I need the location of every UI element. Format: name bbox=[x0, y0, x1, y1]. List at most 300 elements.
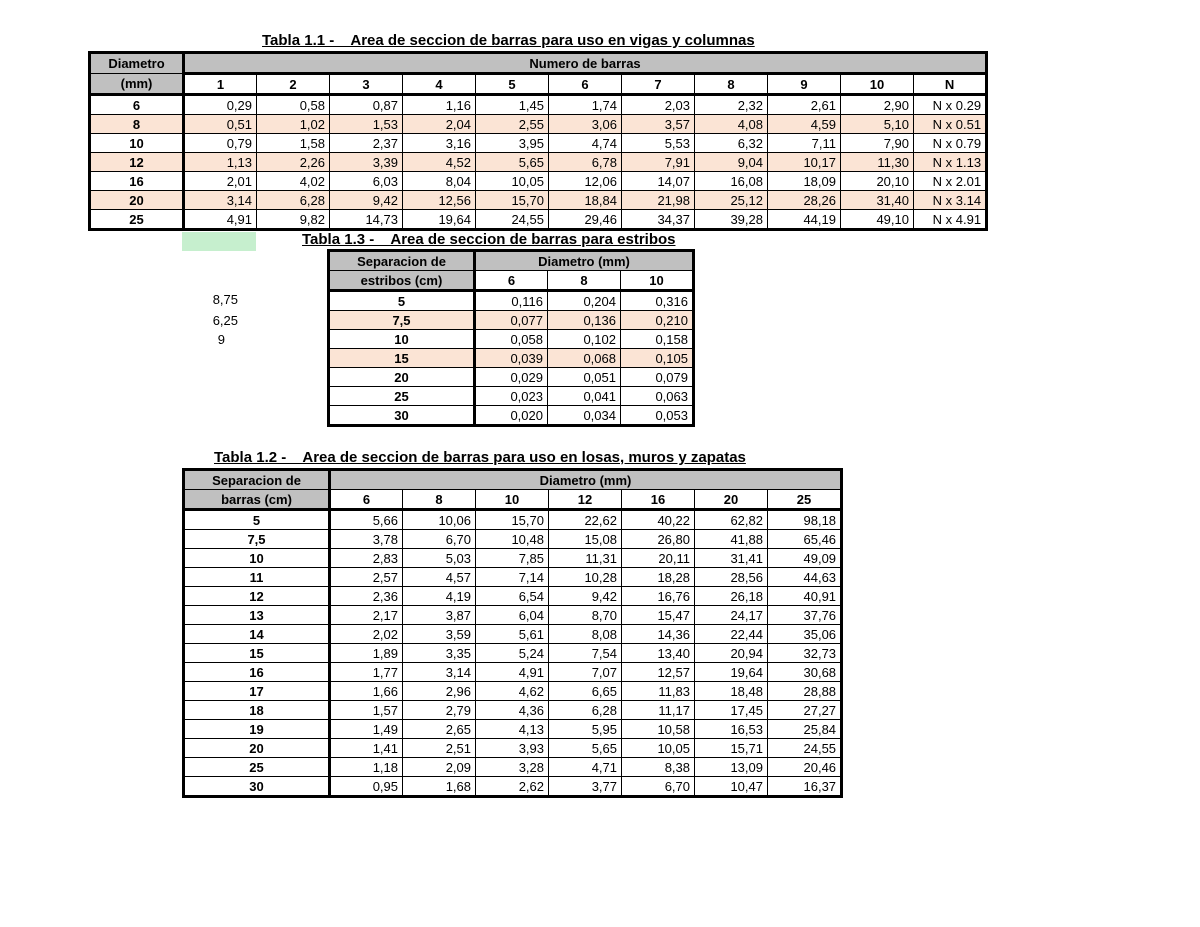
table2-cell: 26,80 bbox=[622, 530, 695, 549]
table3-title: Tabla 1.3 - Area de seccion de barras para estribos bbox=[302, 231, 676, 248]
table1-row bbox=[90, 153, 987, 172]
table2-cell: 5,61 bbox=[476, 625, 549, 644]
table2-cell: 2,62 bbox=[476, 777, 549, 797]
table2-row bbox=[184, 701, 842, 720]
table1-cell: 24,55 bbox=[476, 210, 549, 230]
table3-cell: 0,053 bbox=[621, 406, 694, 426]
table3-row bbox=[329, 330, 694, 349]
table3-cell: 0,051 bbox=[548, 368, 621, 387]
table2-cell: 13,09 bbox=[695, 758, 768, 777]
loose-value-2: 6,25 bbox=[212, 313, 238, 328]
table2-cell: 14,36 bbox=[622, 625, 695, 644]
table2-cell: 6,04 bbox=[476, 606, 549, 625]
table2-cell: 3,14 bbox=[403, 663, 476, 682]
table2-row-label: 25 bbox=[184, 758, 330, 777]
table2-cell: 6,70 bbox=[403, 530, 476, 549]
table1-cell: 1,45 bbox=[476, 95, 549, 115]
table1-col-header: 5 bbox=[476, 74, 549, 95]
loose-value-3: 9 bbox=[217, 332, 225, 347]
table2-cell: 98,18 bbox=[768, 510, 842, 530]
table2-cell: 62,82 bbox=[695, 510, 768, 530]
table1-row-label: 10 bbox=[90, 134, 184, 153]
table2-col-header: 6 bbox=[330, 490, 403, 510]
table2-row bbox=[184, 777, 842, 797]
table2-cell: 22,62 bbox=[549, 510, 622, 530]
table2-cell: 2,57 bbox=[330, 568, 403, 587]
table2-cell: 1,49 bbox=[330, 720, 403, 739]
table1-cell: 11,30 bbox=[841, 153, 914, 172]
table3-cell: 0,204 bbox=[548, 291, 621, 311]
table2-row bbox=[184, 739, 842, 758]
table1-col-header: 6 bbox=[549, 74, 622, 95]
table2-cell: 2,36 bbox=[330, 587, 403, 606]
table3-cell: 0,029 bbox=[475, 368, 548, 387]
table2-cell: 6,28 bbox=[549, 701, 622, 720]
table1-cell: 39,28 bbox=[695, 210, 768, 230]
table3-col-header: 10 bbox=[621, 271, 694, 291]
table2-col-header: 16 bbox=[622, 490, 695, 510]
table2-cell: 7,14 bbox=[476, 568, 549, 587]
table3-cell: 0,136 bbox=[548, 311, 621, 330]
table2-cell: 26,18 bbox=[695, 587, 768, 606]
table2-cell: 3,87 bbox=[403, 606, 476, 625]
table2-col-header: 25 bbox=[768, 490, 842, 510]
table2-row bbox=[184, 625, 842, 644]
table2-cell: 10,05 bbox=[622, 739, 695, 758]
table1-cell: 14,73 bbox=[330, 210, 403, 230]
table2-cell: 6,54 bbox=[476, 587, 549, 606]
table1-row-label: 16 bbox=[90, 172, 184, 191]
table2-sep-header: Separacion de bbox=[184, 470, 330, 490]
table2-cell: 15,71 bbox=[695, 739, 768, 758]
table1-cell: 0,51 bbox=[184, 115, 257, 134]
table2-cell: 5,65 bbox=[549, 739, 622, 758]
table2-cell: 2,96 bbox=[403, 682, 476, 701]
table1-cell: N x 1.13 bbox=[914, 153, 987, 172]
table2-group-header: Diametro (mm) bbox=[330, 470, 842, 490]
table1-row-label: 20 bbox=[90, 191, 184, 210]
table2-cell: 3,35 bbox=[403, 644, 476, 663]
table2-cell: 2,09 bbox=[403, 758, 476, 777]
table1-cell: 1,74 bbox=[549, 95, 622, 115]
table1-row bbox=[90, 172, 987, 191]
table1-cell: 16,08 bbox=[695, 172, 768, 191]
table1-cell: 2,37 bbox=[330, 134, 403, 153]
table2-cell: 1,18 bbox=[330, 758, 403, 777]
table2-cell: 1,89 bbox=[330, 644, 403, 663]
table1-cell: 4,59 bbox=[768, 115, 841, 134]
table2-cell: 1,41 bbox=[330, 739, 403, 758]
table2-sep-unit: barras (cm) bbox=[184, 490, 330, 510]
table3-row-label: 7,5 bbox=[329, 311, 475, 330]
table3-row bbox=[329, 311, 694, 330]
table3-cell: 0,058 bbox=[475, 330, 548, 349]
table1-cell: 1,13 bbox=[184, 153, 257, 172]
table2-row-label: 14 bbox=[184, 625, 330, 644]
table2 bbox=[182, 468, 843, 798]
table2-cell: 28,88 bbox=[768, 682, 842, 701]
table2-row-label: 5 bbox=[184, 510, 330, 530]
table2-row-label: 15 bbox=[184, 644, 330, 663]
table1-cell: 5,53 bbox=[622, 134, 695, 153]
table1-cell: 4,02 bbox=[257, 172, 330, 191]
table2-cell: 4,62 bbox=[476, 682, 549, 701]
table3-group-header: Diametro (mm) bbox=[475, 251, 694, 271]
table1-cell: 3,14 bbox=[184, 191, 257, 210]
table1-cell: 3,39 bbox=[330, 153, 403, 172]
table2-cell: 18,28 bbox=[622, 568, 695, 587]
table1-cell: 6,28 bbox=[257, 191, 330, 210]
table1-cell: 6,78 bbox=[549, 153, 622, 172]
table3-cell: 0,079 bbox=[621, 368, 694, 387]
table1-row bbox=[90, 134, 987, 153]
table2-cell: 7,54 bbox=[549, 644, 622, 663]
table2-cell: 2,83 bbox=[330, 549, 403, 568]
table2-col-header: 10 bbox=[476, 490, 549, 510]
table1-cell: N x 0.29 bbox=[914, 95, 987, 115]
table2-cell: 16,37 bbox=[768, 777, 842, 797]
table3-cell: 0,116 bbox=[475, 291, 548, 311]
table1-row-label: 6 bbox=[90, 95, 184, 115]
table2-cell: 4,36 bbox=[476, 701, 549, 720]
table1-cell: 4,08 bbox=[695, 115, 768, 134]
table1-cell: 19,64 bbox=[403, 210, 476, 230]
table2-cell: 41,88 bbox=[695, 530, 768, 549]
table2-cell: 24,17 bbox=[695, 606, 768, 625]
loose-value-1: 8,75 bbox=[212, 292, 238, 307]
table2-row-label: 16 bbox=[184, 663, 330, 682]
table1-cell: 10,05 bbox=[476, 172, 549, 191]
table3-cell: 0,158 bbox=[621, 330, 694, 349]
table3-row bbox=[329, 387, 694, 406]
table2-cell: 2,79 bbox=[403, 701, 476, 720]
table1-col-header: N bbox=[914, 74, 987, 95]
table1-cell: 7,90 bbox=[841, 134, 914, 153]
table2-cell: 40,91 bbox=[768, 587, 842, 606]
table1-cell: 10,17 bbox=[768, 153, 841, 172]
table2-cell: 4,91 bbox=[476, 663, 549, 682]
table2-cell: 5,03 bbox=[403, 549, 476, 568]
table1-cell: 9,42 bbox=[330, 191, 403, 210]
table2-row-label: 10 bbox=[184, 549, 330, 568]
table1-cell: 2,04 bbox=[403, 115, 476, 134]
table2-cell: 6,70 bbox=[622, 777, 695, 797]
table2-cell: 20,11 bbox=[622, 549, 695, 568]
table1-cell: 29,46 bbox=[549, 210, 622, 230]
table2-cell: 15,47 bbox=[622, 606, 695, 625]
table1-cell: 4,74 bbox=[549, 134, 622, 153]
table2-cell: 18,48 bbox=[695, 682, 768, 701]
table2-cell: 1,66 bbox=[330, 682, 403, 701]
table1-cell: N x 0.79 bbox=[914, 134, 987, 153]
table2-cell: 10,28 bbox=[549, 568, 622, 587]
table3-cell: 0,034 bbox=[548, 406, 621, 426]
table1-cell: 0,58 bbox=[257, 95, 330, 115]
table1-row bbox=[90, 191, 987, 210]
table2-row bbox=[184, 510, 842, 530]
table1-cell: 34,37 bbox=[622, 210, 695, 230]
table2-cell: 7,85 bbox=[476, 549, 549, 568]
table1-cell: 21,98 bbox=[622, 191, 695, 210]
table2-row-label: 7,5 bbox=[184, 530, 330, 549]
table2-cell: 4,71 bbox=[549, 758, 622, 777]
table2-cell: 35,06 bbox=[768, 625, 842, 644]
table2-cell: 10,58 bbox=[622, 720, 695, 739]
table3-row-label: 30 bbox=[329, 406, 475, 426]
table3-row bbox=[329, 368, 694, 387]
table1-row-label: 25 bbox=[90, 210, 184, 230]
table3-cell: 0,041 bbox=[548, 387, 621, 406]
table2-cell: 25,84 bbox=[768, 720, 842, 739]
table1-cell: 3,06 bbox=[549, 115, 622, 134]
table2-cell: 22,44 bbox=[695, 625, 768, 644]
table1-cell: 9,82 bbox=[257, 210, 330, 230]
table1-col-header: 2 bbox=[257, 74, 330, 95]
table2-cell: 4,57 bbox=[403, 568, 476, 587]
table3-sep-unit: estribos (cm) bbox=[329, 271, 475, 291]
table2-cell: 4,13 bbox=[476, 720, 549, 739]
table1-cell: 2,26 bbox=[257, 153, 330, 172]
table1-col-header: 8 bbox=[695, 74, 768, 95]
table1-cell: 2,55 bbox=[476, 115, 549, 134]
table1-cell: 7,11 bbox=[768, 134, 841, 153]
table1-cell: N x 0.51 bbox=[914, 115, 987, 134]
table2-cell: 10,48 bbox=[476, 530, 549, 549]
table3-col-header: 8 bbox=[548, 271, 621, 291]
table2-row bbox=[184, 530, 842, 549]
table2-cell: 27,27 bbox=[768, 701, 842, 720]
table2-row bbox=[184, 606, 842, 625]
table2-row bbox=[184, 568, 842, 587]
table2-cell: 4,19 bbox=[403, 587, 476, 606]
table3-row-label: 15 bbox=[329, 349, 475, 368]
table1-row bbox=[90, 95, 987, 115]
table1-cell: 2,03 bbox=[622, 95, 695, 115]
table1-cell: 1,02 bbox=[257, 115, 330, 134]
table1-cell: 5,65 bbox=[476, 153, 549, 172]
table2-cell: 44,63 bbox=[768, 568, 842, 587]
table2-cell: 8,38 bbox=[622, 758, 695, 777]
table2-cell: 2,51 bbox=[403, 739, 476, 758]
table3-row bbox=[329, 406, 694, 426]
table1-cell: 18,09 bbox=[768, 172, 841, 191]
table2-cell: 2,17 bbox=[330, 606, 403, 625]
table1-cell: N x 2.01 bbox=[914, 172, 987, 191]
table1-cell: 1,16 bbox=[403, 95, 476, 115]
table2-cell: 31,41 bbox=[695, 549, 768, 568]
table3-row-label: 20 bbox=[329, 368, 475, 387]
table1-cell: 5,10 bbox=[841, 115, 914, 134]
table2-cell: 17,45 bbox=[695, 701, 768, 720]
table1-row bbox=[90, 115, 987, 134]
table2-col-header: 20 bbox=[695, 490, 768, 510]
table2-col-header: 8 bbox=[403, 490, 476, 510]
table1-row bbox=[90, 210, 987, 230]
table1-cell: 15,70 bbox=[476, 191, 549, 210]
table3-col-header: 6 bbox=[475, 271, 548, 291]
table2-row bbox=[184, 663, 842, 682]
table2-row bbox=[184, 758, 842, 777]
table3-cell: 0,102 bbox=[548, 330, 621, 349]
table2-cell: 49,09 bbox=[768, 549, 842, 568]
table2-cell: 0,95 bbox=[330, 777, 403, 797]
table2-row bbox=[184, 720, 842, 739]
table1-row-label: 8 bbox=[90, 115, 184, 134]
table1-col-header: 7 bbox=[622, 74, 695, 95]
table2-cell: 10,06 bbox=[403, 510, 476, 530]
table2-cell: 2,02 bbox=[330, 625, 403, 644]
table2-cell: 8,08 bbox=[549, 625, 622, 644]
table1-cell: 14,07 bbox=[622, 172, 695, 191]
table3-cell: 0,316 bbox=[621, 291, 694, 311]
table2-cell: 15,08 bbox=[549, 530, 622, 549]
table1 bbox=[88, 51, 988, 231]
table1-cell: 8,04 bbox=[403, 172, 476, 191]
table1-cell: N x 3.14 bbox=[914, 191, 987, 210]
table2-cell: 24,55 bbox=[768, 739, 842, 758]
table2-cell: 37,76 bbox=[768, 606, 842, 625]
table1-cell: 25,12 bbox=[695, 191, 768, 210]
table2-cell: 3,28 bbox=[476, 758, 549, 777]
table1-col-header: 9 bbox=[768, 74, 841, 95]
table1-cell: 2,32 bbox=[695, 95, 768, 115]
table2-cell: 5,24 bbox=[476, 644, 549, 663]
table1-cell: 2,61 bbox=[768, 95, 841, 115]
table1-row-label: 12 bbox=[90, 153, 184, 172]
table1-cell: 1,58 bbox=[257, 134, 330, 153]
table2-row-label: 17 bbox=[184, 682, 330, 701]
table1-cell: 2,01 bbox=[184, 172, 257, 191]
table3-cell: 0,077 bbox=[475, 311, 548, 330]
table3-cell: 0,023 bbox=[475, 387, 548, 406]
table2-cell: 1,77 bbox=[330, 663, 403, 682]
table1-cell: 2,90 bbox=[841, 95, 914, 115]
table2-cell: 10,47 bbox=[695, 777, 768, 797]
table1-cell: 3,16 bbox=[403, 134, 476, 153]
table2-col-header: 12 bbox=[549, 490, 622, 510]
table2-cell: 20,94 bbox=[695, 644, 768, 663]
table1-cell: 6,03 bbox=[330, 172, 403, 191]
table1-cell: 1,53 bbox=[330, 115, 403, 134]
table1-col-header: 10 bbox=[841, 74, 914, 95]
table3-cell: 0,063 bbox=[621, 387, 694, 406]
table2-cell: 20,46 bbox=[768, 758, 842, 777]
table1-col-header: 3 bbox=[330, 74, 403, 95]
table2-cell: 1,57 bbox=[330, 701, 403, 720]
table1-cell: 4,91 bbox=[184, 210, 257, 230]
table2-cell: 3,59 bbox=[403, 625, 476, 644]
table1-cell: 12,06 bbox=[549, 172, 622, 191]
table2-cell: 13,40 bbox=[622, 644, 695, 663]
table1-diam-unit: (mm) bbox=[90, 74, 184, 95]
table1-cell: N x 4.91 bbox=[914, 210, 987, 230]
table2-title: Tabla 1.2 - Area de seccion de barras para uso en losas, muros y zapatas bbox=[214, 449, 746, 466]
highlighted-cell bbox=[182, 232, 256, 251]
table3-row bbox=[329, 291, 694, 311]
table3-row bbox=[329, 349, 694, 368]
table1-title: Tabla 1.1 - Area de seccion de barras para uso en vigas y columnas bbox=[262, 32, 755, 49]
table1-cell: 28,26 bbox=[768, 191, 841, 210]
table2-cell: 15,70 bbox=[476, 510, 549, 530]
table3-cell: 0,105 bbox=[621, 349, 694, 368]
table2-row-label: 30 bbox=[184, 777, 330, 797]
table3-cell: 0,039 bbox=[475, 349, 548, 368]
table2-cell: 28,56 bbox=[695, 568, 768, 587]
table2-cell: 11,83 bbox=[622, 682, 695, 701]
table2-cell: 16,76 bbox=[622, 587, 695, 606]
table1-cell: 49,10 bbox=[841, 210, 914, 230]
table1-cell: 31,40 bbox=[841, 191, 914, 210]
table3-row-label: 5 bbox=[329, 291, 475, 311]
table2-cell: 40,22 bbox=[622, 510, 695, 530]
table2-cell: 3,78 bbox=[330, 530, 403, 549]
table1-cell: 20,10 bbox=[841, 172, 914, 191]
table1-col-header: 1 bbox=[184, 74, 257, 95]
table2-cell: 8,70 bbox=[549, 606, 622, 625]
table1-cell: 9,04 bbox=[695, 153, 768, 172]
table2-cell: 2,65 bbox=[403, 720, 476, 739]
table2-row-label: 19 bbox=[184, 720, 330, 739]
table2-cell: 9,42 bbox=[549, 587, 622, 606]
table2-row bbox=[184, 549, 842, 568]
table2-row-label: 12 bbox=[184, 587, 330, 606]
table1-cell: 6,32 bbox=[695, 134, 768, 153]
table2-cell: 3,77 bbox=[549, 777, 622, 797]
table1-cell: 44,19 bbox=[768, 210, 841, 230]
table2-cell: 19,64 bbox=[695, 663, 768, 682]
table2-row bbox=[184, 644, 842, 663]
table1-cell: 0,79 bbox=[184, 134, 257, 153]
table2-cell: 16,53 bbox=[695, 720, 768, 739]
table2-cell: 5,95 bbox=[549, 720, 622, 739]
table2-cell: 3,93 bbox=[476, 739, 549, 758]
table1-cell: 12,56 bbox=[403, 191, 476, 210]
table2-cell: 65,46 bbox=[768, 530, 842, 549]
table1-cell: 0,29 bbox=[184, 95, 257, 115]
table2-cell: 12,57 bbox=[622, 663, 695, 682]
table1-cell: 7,91 bbox=[622, 153, 695, 172]
table3-cell: 0,020 bbox=[475, 406, 548, 426]
table2-row bbox=[184, 587, 842, 606]
table2-cell: 11,31 bbox=[549, 549, 622, 568]
table3-cell: 0,210 bbox=[621, 311, 694, 330]
table2-cell: 7,07 bbox=[549, 663, 622, 682]
table2-cell: 1,68 bbox=[403, 777, 476, 797]
table2-cell: 5,66 bbox=[330, 510, 403, 530]
table2-row bbox=[184, 682, 842, 701]
table1-cell: 0,87 bbox=[330, 95, 403, 115]
table1-group-header: Numero de barras bbox=[184, 53, 987, 74]
table3-row-label: 25 bbox=[329, 387, 475, 406]
table3-sep-header: Separacion de bbox=[329, 251, 475, 271]
table2-cell: 6,65 bbox=[549, 682, 622, 701]
table2-row-label: 18 bbox=[184, 701, 330, 720]
table1-cell: 4,52 bbox=[403, 153, 476, 172]
table3-cell: 0,068 bbox=[548, 349, 621, 368]
table2-row-label: 20 bbox=[184, 739, 330, 758]
table2-row-label: 11 bbox=[184, 568, 330, 587]
table2-cell: 30,68 bbox=[768, 663, 842, 682]
table1-cell: 18,84 bbox=[549, 191, 622, 210]
table1-cell: 3,57 bbox=[622, 115, 695, 134]
table2-row-label: 13 bbox=[184, 606, 330, 625]
table1-diam-header: Diametro bbox=[90, 53, 184, 74]
table3-row-label: 10 bbox=[329, 330, 475, 349]
table1-cell: 3,95 bbox=[476, 134, 549, 153]
table3 bbox=[327, 249, 695, 427]
table1-col-header: 4 bbox=[403, 74, 476, 95]
table2-cell: 32,73 bbox=[768, 644, 842, 663]
